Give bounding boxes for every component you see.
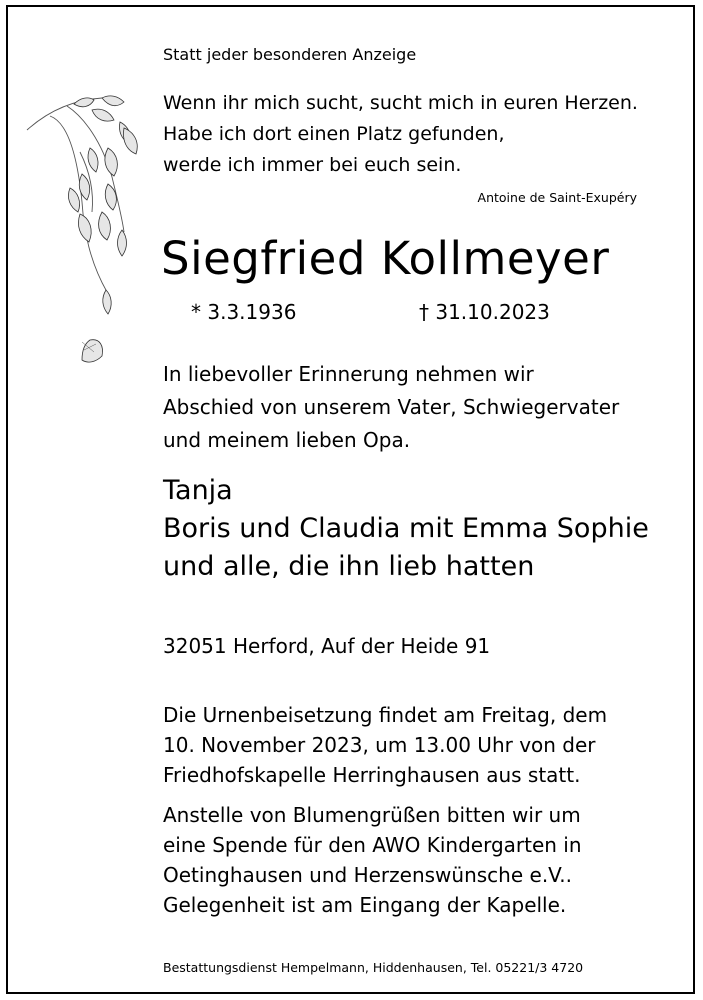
poem-line: werde ich immer bei euch sein. (163, 154, 462, 176)
notice-header: Statt jeder besonderen Anzeige (163, 45, 417, 64)
farewell-line: und meinem lieben Opa. (163, 428, 411, 452)
family-line: Boris und Claudia mit Emma Sophie (163, 513, 649, 544)
ceremony-line: 10. November 2023, um 13.00 Uhr von der (163, 733, 596, 757)
quote-author: Antoine de Saint-Exupéry (477, 190, 637, 205)
poem-line: Habe ich dort einen Platz gefunden, (163, 123, 505, 145)
poem-line: Wenn ihr mich sucht, sucht mich in euren Herzen. (163, 92, 638, 114)
deceased-name: Siegfried Kollmeyer (161, 232, 610, 285)
farewell-line: In liebevoller Erinnerung nehmen wir (163, 362, 534, 386)
death-date: † 31.10.2023 (419, 300, 550, 324)
ceremony-line: Friedhofskapelle Herringhausen aus statt. (163, 763, 581, 787)
donation-line: Anstelle von Blumengrüßen bitten wir um (163, 803, 581, 827)
ceremony-line: Die Urnenbeisetzung findet am Freitag, dem (163, 703, 608, 727)
donation-line: Oetinghausen und Herzenswünsche e.V.. (163, 863, 572, 887)
donation-line: Gelegenheit ist am Eingang der Kapelle. (163, 893, 567, 917)
birch-branch-illustration (22, 92, 152, 382)
birth-date: * 3.3.1936 (191, 300, 297, 324)
donation-line: eine Spende für den AWO Kindergarten in (163, 833, 582, 857)
farewell-line: Abschied von unserem Vater, Schwiegervater (163, 395, 620, 419)
address: 32051 Herford, Auf der Heide 91 (163, 634, 491, 658)
family-line: Tanja (163, 475, 233, 506)
family-line: und alle, die ihn lieb hatten (163, 551, 535, 582)
undertaker-footer: Bestattungsdienst Hempelmann, Hiddenhausen, Tel. 05221/3 4720 (163, 960, 584, 975)
